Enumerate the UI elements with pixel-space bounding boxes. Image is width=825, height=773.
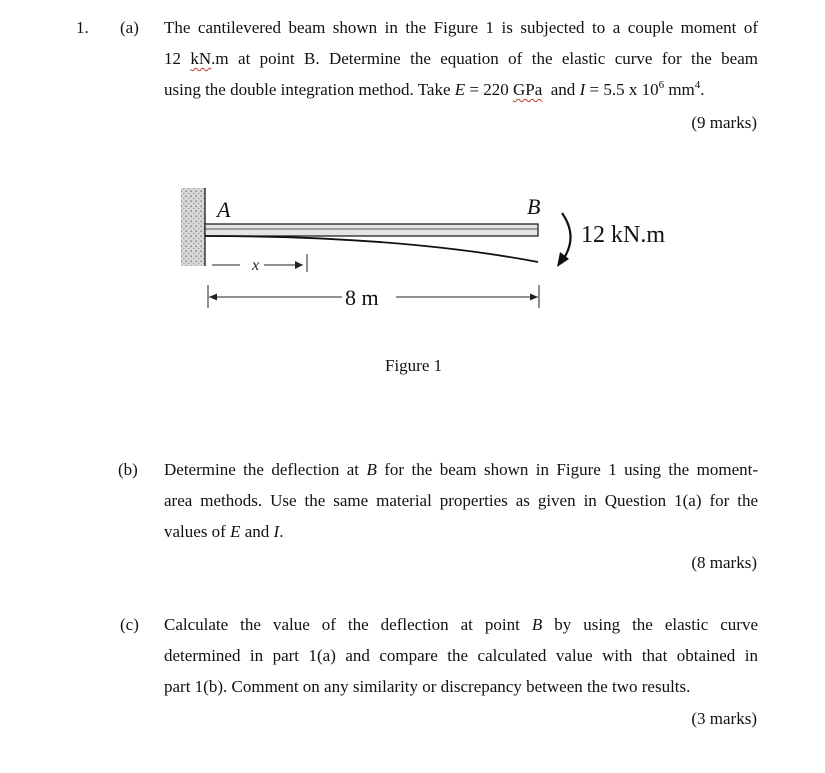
- unit-gpa: GPa: [512, 80, 543, 99]
- part-b-line-3: values of E and I.: [164, 522, 284, 541]
- x-arrowhead: [295, 261, 303, 269]
- part-b-label: (b): [118, 460, 138, 479]
- fixed-support-wall: [181, 188, 205, 266]
- length-arrowhead-right: [530, 294, 538, 301]
- moment-label: 12 kN.m: [581, 222, 665, 248]
- part-c-label: (c): [120, 615, 139, 634]
- figure-caption: Figure 1: [385, 356, 443, 375]
- part-b-line-1: Determine the deflection at B for the beam shown in Figure 1 using the moment-: [164, 460, 758, 479]
- figure-1-beam-diagram: [170, 180, 710, 320]
- point-a-label: A: [217, 197, 231, 222]
- x-label: x: [252, 257, 260, 274]
- part-a-line-3: using the double integration method. Take E = 220 GPa and I = 5.5 x $10^6$ $mm^4$.: [164, 79, 705, 99]
- question-number: 1.: [76, 18, 89, 37]
- moment-arrow-arc: [562, 213, 571, 258]
- part-c-line-2: determined in part 1(a) and compare the calculated value with that obtained in: [164, 646, 758, 665]
- part-a-line-1: The cantilevered beam shown in the Figure 1 is subjected to a couple moment of: [164, 18, 758, 37]
- part-b-line-2: area methods. Use the same material properties as given in Question 1(a) for the: [164, 491, 758, 510]
- part-c-line-1: Calculate the value of the deflection at point B by using the elastic curve: [164, 615, 759, 634]
- length-arrowhead-left: [209, 294, 217, 301]
- part-b-marks: (8 marks): [691, 553, 757, 572]
- point-b-label: B: [527, 194, 541, 219]
- part-c-line-3: part 1(b). Comment on any similarity or discrepancy between the two results.: [164, 677, 691, 696]
- part-a-label: (a): [120, 18, 139, 37]
- part-a-line-2: 12 kN.m at point B. Determine the equation of the elastic curve for the beam: [164, 49, 758, 68]
- part-c-marks: (3 marks): [691, 709, 757, 728]
- length-label: 8 m: [345, 285, 379, 310]
- part-a-marks: (9 marks): [691, 113, 757, 132]
- beam-body: [205, 224, 538, 236]
- unit-kn: kN: [190, 49, 212, 68]
